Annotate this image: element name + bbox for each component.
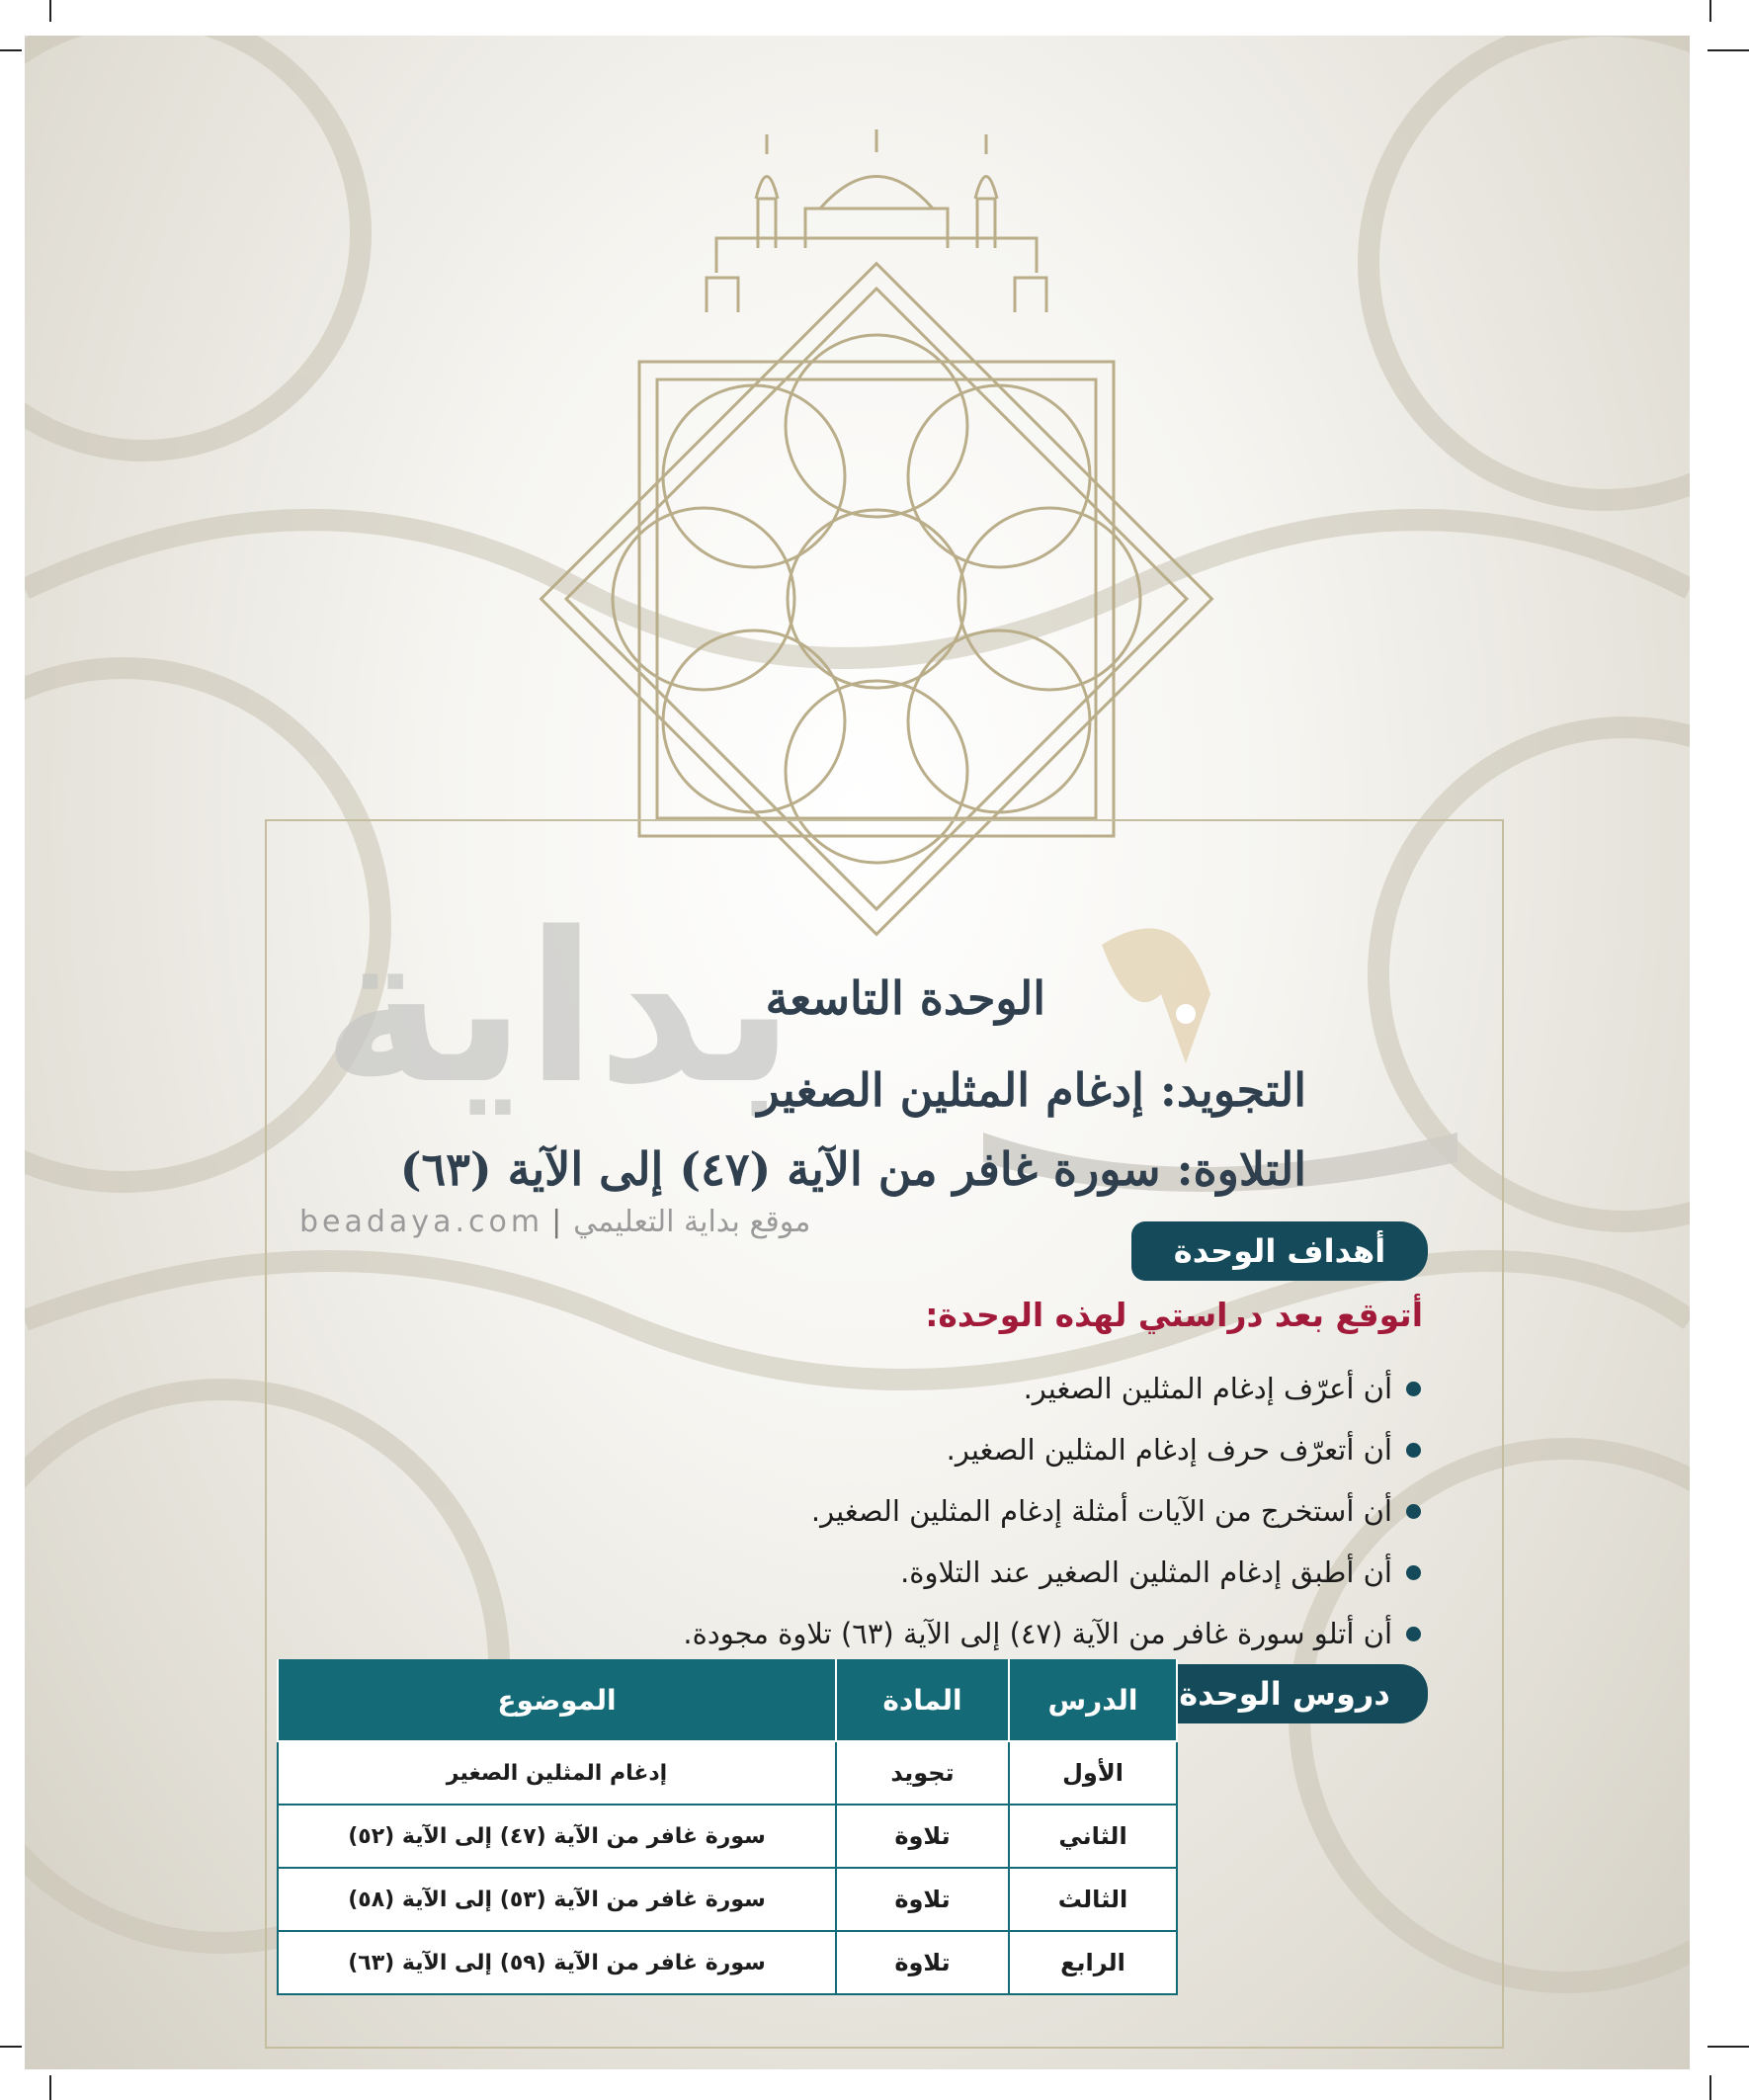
watermark-tagline: موقع بداية التعليمي [573, 1205, 811, 1239]
crop-mark [1707, 2046, 1749, 2048]
textbook-page [25, 36, 1690, 2069]
table-row [278, 1868, 1177, 1931]
bullet-icon [1406, 1565, 1421, 1580]
cell-lesson: الأول [1009, 1741, 1177, 1805]
table-row [278, 1805, 1177, 1868]
goal-item [683, 1480, 1421, 1542]
cell-lesson: الرابع [1009, 1931, 1177, 1994]
goal-text: أن أتعرّف حرف إدغام المثلين الصغير. [946, 1433, 1392, 1467]
goal-text: أن أستخرج من الآيات أمثلة إدغام المثلين الصغير. [810, 1494, 1392, 1528]
unit-title: الوحدة التاسعة [765, 971, 1045, 1025]
crop-mark [49, 0, 51, 22]
bullet-icon [1406, 1382, 1421, 1396]
crop-mark [1709, 0, 1711, 22]
cell-topic: سورة غافر من الآية (٥٣) إلى الآية (٥٨) [278, 1868, 836, 1931]
cell-subject: تلاوة [836, 1868, 1009, 1931]
tajweed-title: التجويد: إدغام المثلين الصغير [757, 1063, 1306, 1117]
table-row [278, 1931, 1177, 1994]
bullet-icon [1406, 1504, 1421, 1519]
watermark-url: beadaya.com [299, 1205, 544, 1239]
goal-item [683, 1542, 1421, 1603]
crop-mark [1707, 49, 1749, 51]
watermark-site [299, 1205, 810, 1239]
cell-topic: سورة غافر من الآية (٤٧) إلى الآية (٥٢) [278, 1805, 836, 1868]
cell-lesson: الثاني [1009, 1805, 1177, 1868]
cell-subject: تلاوة [836, 1805, 1009, 1868]
tilawa-title: التلاوة: سورة غافر من الآية (٤٧) إلى الآية (٦٣) [399, 1142, 1306, 1196]
goal-item [683, 1419, 1421, 1480]
table-header-row [278, 1659, 1177, 1741]
goal-item [683, 1603, 1421, 1664]
header-topic: الموضوع [278, 1659, 836, 1741]
goals-list [683, 1358, 1421, 1664]
header-lesson: الدرس [1009, 1659, 1177, 1741]
goals-intro: أتوقع بعد دراستي لهذه الوحدة: [925, 1296, 1423, 1334]
crop-mark [0, 49, 22, 51]
header-subject: المادة [836, 1659, 1009, 1741]
goals-section-label: أهداف الوحدة [1131, 1221, 1428, 1281]
crop-mark [49, 2075, 51, 2100]
bullet-icon [1406, 1627, 1421, 1641]
bullet-icon [1406, 1443, 1421, 1458]
cell-topic: سورة غافر من الآية (٥٩) إلى الآية (٦٣) [278, 1931, 836, 1994]
goal-text: أن أعرّف إدغام المثلين الصغير. [1023, 1372, 1392, 1405]
crop-mark [0, 2046, 22, 2048]
table-row [278, 1741, 1177, 1805]
cell-subject: تجويد [836, 1741, 1009, 1805]
goal-text: أن أتلو سورة غافر من الآية (٤٧) إلى الآية (٦٣) تلاوة مجودة. [683, 1617, 1392, 1650]
lessons-section-label: دروس الوحدة [1141, 1664, 1428, 1723]
crop-mark [1709, 2075, 1711, 2100]
cell-lesson: الثالث [1009, 1868, 1177, 1931]
goal-text: أن أطبق إدغام المثلين الصغير عند التلاوة. [900, 1555, 1392, 1589]
lessons-table [277, 1659, 1178, 1995]
cell-topic: إدغام المثلين الصغير [278, 1741, 836, 1805]
goal-item [683, 1358, 1421, 1419]
watermark-separator: | [551, 1205, 566, 1239]
cell-subject: تلاوة [836, 1931, 1009, 1994]
watermark-logo-text: بداية [321, 887, 795, 1130]
